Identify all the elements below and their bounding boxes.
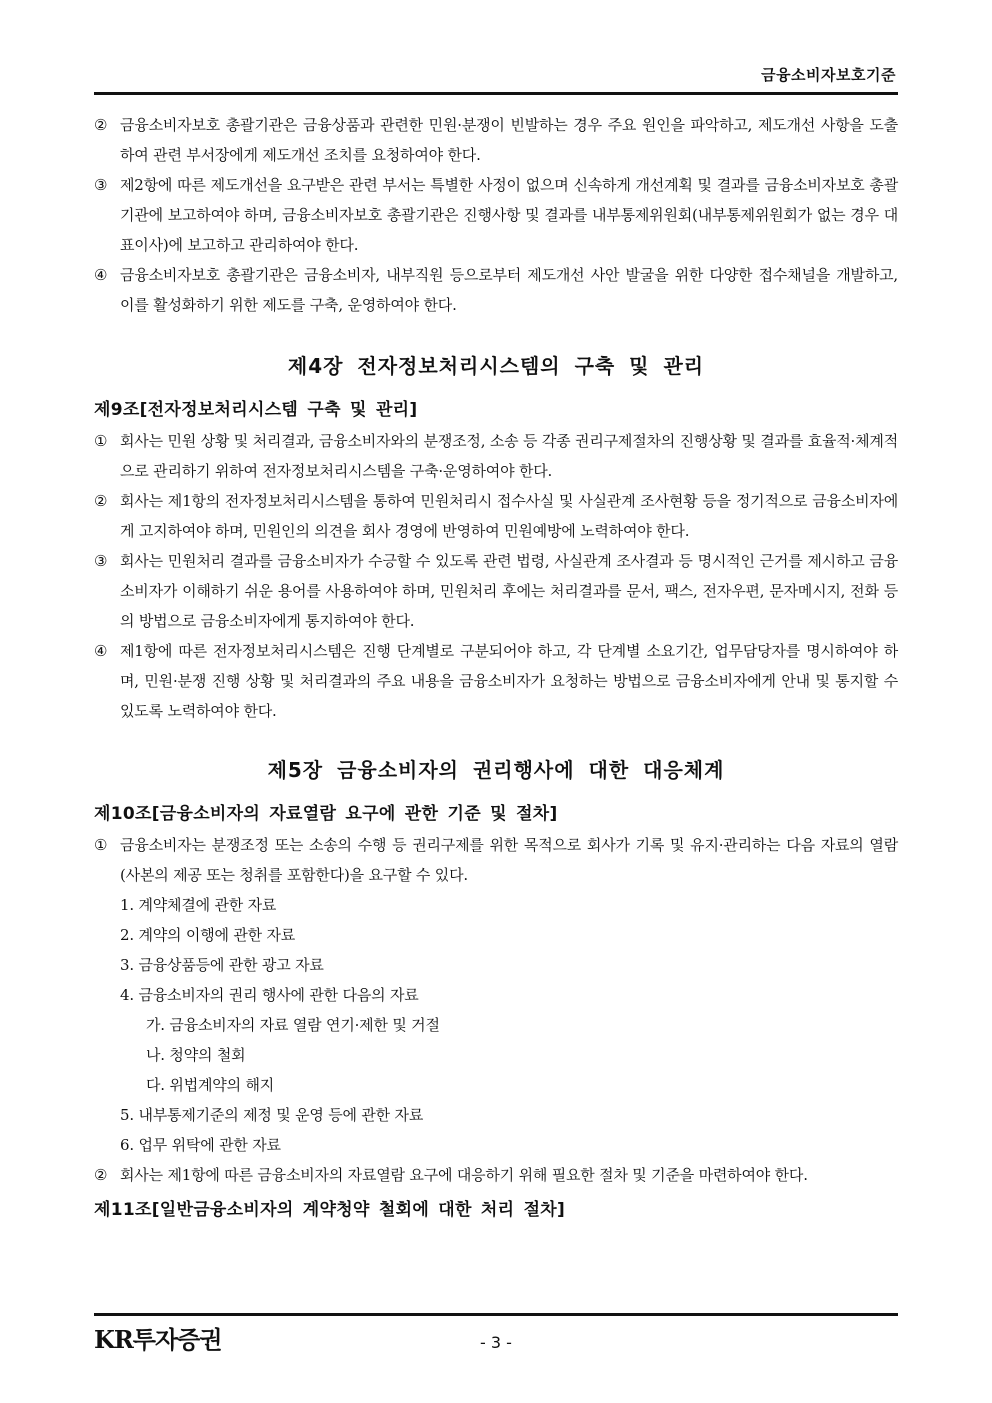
paragraph-number: ② (94, 492, 108, 510)
list-item: 1. 계약체결에 관한 자료 (120, 896, 277, 914)
paragraph (94, 546, 898, 636)
paragraph-text: 제2항에 따른 제도개선을 요구받은 관련 부서는 특별한 사정이 없으며 신속하게 개선계획 및 결과를 금융소비자보호 총괄기관에 보고하여야 하며, 금융소비자보호 총괄기관은 진행사항 및 결과를 내부통제위원회(내부통제위원회가 없는 경우 대표이사)에 보고하고 관리하여야 한다. (120, 176, 898, 254)
paragraph-number: ① (94, 836, 108, 854)
paragraph-text: 금융소비자보호 총괄기관은 금융소비자, 내부직원 등으로부터 제도개선 사안 발굴을 위한 다양한 접수채널을 개발하고, 이를 활성화하기 위한 제도를 구축, 운영하여야 한다. (120, 266, 898, 314)
paragraph-number: ④ (94, 266, 108, 284)
list-item: 4. 금융소비자의 권리 행사에 관한 다음의 자료 (120, 986, 419, 1004)
paragraph (94, 486, 898, 546)
paragraph-text: 제1항에 따른 전자정보처리시스템은 진행 단계별로 구분되어야 하고, 각 단계별 소요기간, 업무담당자를 명시하여야 하며, 민원·분쟁 진행 상황 및 처리결과의 주요 내용을 금융소비자가 요청하는 방법으로 금융소비자에게 안내 및 통지할 수 있도록 노력하여야 한다. (120, 642, 898, 720)
paragraph-number: ② (94, 1166, 108, 1184)
chapter-4-title: 제4장 전자정보처리시스템의 구축 및 관리 (287, 354, 705, 378)
sub-list-item: 나. 청약의 철회 (146, 1046, 246, 1064)
paragraph-number: ③ (94, 552, 108, 570)
article-10-title: 제10조[금융소비자의 자료열람 요구에 관한 기준 및 절차] (94, 804, 558, 824)
article-11-title: 제11조[일반금융소비자의 계약청약 철회에 대한 처리 절차] (94, 1200, 566, 1220)
list-item: 5. 내부통제기준의 제정 및 운영 등에 관한 자료 (120, 1106, 424, 1124)
document-header-title: 금융소비자보호기준 (761, 66, 896, 84)
paragraph (94, 830, 898, 890)
list-item: 2. 계약의 이행에 관한 자료 (120, 926, 296, 944)
paragraph (94, 170, 898, 260)
paragraph-text: 회사는 민원처리 결과를 금융소비자가 수긍할 수 있도록 관련 법령, 사실관계 조사결과 등 명시적인 근거를 제시하고 금융소비자가 이해하기 쉬운 용어를 사용하여야 하며, 민원처리 후에는 처리결과를 문서, 팩스, 전자우편, 문자메시지, 전화 등의 방법으로 금융소비자에게 통지하여야 한다. (120, 552, 898, 630)
paragraph (94, 1160, 898, 1190)
paragraph-number: ② (94, 116, 108, 134)
paragraph (94, 426, 898, 486)
page-content (94, 110, 898, 1226)
list-item: 3. 금융상품등에 관한 광고 자료 (120, 956, 324, 974)
paragraph-text: 회사는 민원 상황 및 처리결과, 금융소비자와의 분쟁조정, 소송 등 각종 권리구제절차의 진행상황 및 결과를 효율적·체계적으로 관리하기 위하여 전자정보처리시스템을 구축·운영하여야 한다. (120, 432, 898, 480)
company-logo: KR투자증권 (94, 1325, 222, 1354)
header-rule (94, 92, 898, 95)
sub-list-item: 가. 금융소비자의 자료 열람 연기·제한 및 거절 (146, 1016, 440, 1034)
sub-list-item: 다. 위법계약의 해지 (146, 1076, 275, 1094)
page-number: - 3 - (480, 1333, 512, 1352)
paragraph-number: ③ (94, 176, 108, 194)
chapter-5-title: 제5장 금융소비자의 권리행사에 대한 대응체계 (267, 758, 725, 782)
paragraph-text: 금융소비자는 분쟁조정 또는 소송의 수행 등 권리구제를 위한 목적으로 회사가 기록 및 유지·관리하는 다음 자료의 열람(사본의 제공 또는 청취를 포함한다)을 요구할 수 있다. (120, 836, 898, 884)
article-9-title: 제9조[전자정보처리시스템 구축 및 관리] (94, 400, 418, 420)
paragraph-number: ④ (94, 642, 108, 660)
paragraph (94, 260, 898, 320)
paragraph (94, 636, 898, 726)
footer-rule (94, 1313, 898, 1316)
paragraph-text: 회사는 제1항의 전자정보처리시스템을 통하여 민원처리시 접수사실 및 사실관계 조사현황 등을 정기적으로 금융소비자에게 고지하여야 하며, 민원인의 의견을 회사 경영에 반영하여 민원예방에 노력하여야 한다. (120, 492, 898, 540)
list-item: 6. 업무 위탁에 관한 자료 (120, 1136, 281, 1154)
paragraph-text: 회사는 제1항에 따른 금융소비자의 자료열람 요구에 대응하기 위해 필요한 절차 및 기준을 마련하여야 한다. (120, 1166, 808, 1184)
paragraph-text: 금융소비자보호 총괄기관은 금융상품과 관련한 민원·분쟁이 빈발하는 경우 주요 원인을 파악하고, 제도개선 사항을 도출하여 관련 부서장에게 제도개선 조치를 요청하여야 한다. (120, 116, 898, 164)
paragraph (94, 110, 898, 170)
paragraph-number: ① (94, 432, 108, 450)
